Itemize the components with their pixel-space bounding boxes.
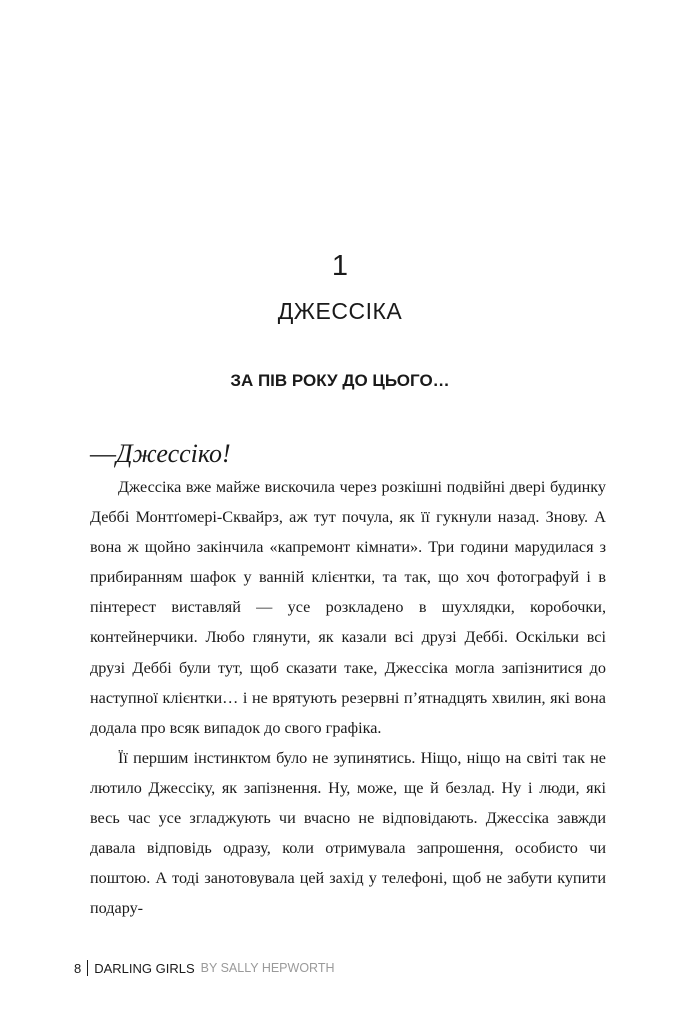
paragraph: Її першим інстинктом було не зупинятись. Ніщо, ніщо на світі так не лютило Джессіку, як запізнення. Ну, може, ще й безлад. Ну і люди, які весь час усе згладжують чи вчасно не відповідають. Джессіка завжди давала відповідь одразу, коли отримувала запрошення, особисто чи поштою. А тоді занотовувала цей захід у телефоні, щоб не забути купити подару-: [90, 748, 606, 918]
body-text: [90, 436, 606, 923]
dialogue-dash: —: [90, 439, 116, 468]
chapter-title: ДЖЕССІКА: [277, 298, 403, 324]
section-heading: ЗА ПІВ РОКУ ДО ЦЬОГО…: [230, 371, 450, 390]
footer-divider: [87, 960, 88, 976]
dialogue-text: Джессіко!: [116, 439, 231, 468]
dialogue-line: [90, 436, 606, 472]
book-author: BY SALLY HEPWORTH: [200, 961, 335, 975]
chapter-number: 1: [331, 250, 349, 282]
book-title: DARLING GIRLS: [94, 960, 195, 976]
page-number: 8: [74, 960, 82, 976]
page-footer: [74, 960, 335, 976]
paragraph: Джессіка вже майже вискочила через розкішні подвійні двері будинку Деббі Монтґомері-Сквайрз, аж тут почула, як її гукнули назад. Знову. А вона ж щойно закінчила «капремонт кімнати». Три години марудилася з прибиранням шафок у ванній клієнтки, та так, що хоч фотографуй і в пінтерест виставляй — усе розкладено в шухлядки, коробочки, контейнерчики. Любо глянути, як казали всі друзі Деббі. Оскільки всі друзі Деббі були тут, щоб сказати таке, Джессіка могла запізнитися до наступної клієнтки… і не врятують резервні п’ятнадцять хвилин, які вона додала про всяк випадок до свого графіка.: [90, 478, 606, 737]
